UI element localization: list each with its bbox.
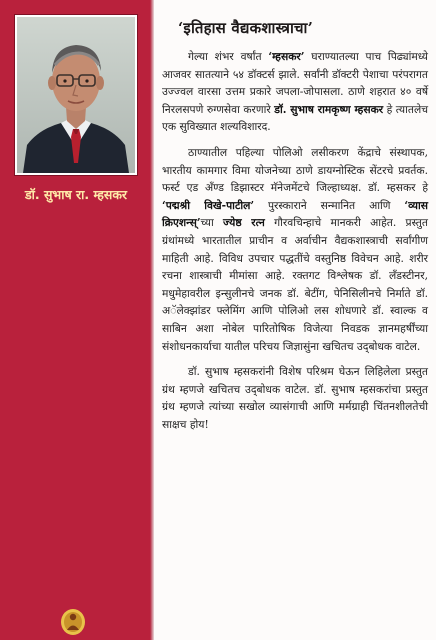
blurb-paragraph: [162, 144, 428, 355]
highlighted-phrase: ‘पद्मश्री विखे-पाटील’: [162, 198, 255, 212]
left-color-panel: [0, 0, 152, 640]
paragraph-text: घराण्यातल्या पाच पिढ्यांमध्ये आजवर सातत्याने ५४ डॉक्टर्स झाले. सर्वांनी डॉक्टरी पेशाचा परंपरागत उज्ज्वल वारसा उत्तम प्रकारे जपला-जोपासला. ठाणे शहरात ४० वर्षे निरलसपणे रुग्णसेवा करणारे: [162, 50, 428, 116]
blurb-paragraph: [162, 363, 428, 433]
blurb-paragraph: [162, 48, 428, 136]
paragraph-text: गौरवचिन्हाचे मानकरी आहेत. प्रस्तुत ग्रंथांमध्ये भारतातील प्राचीन व अर्वाचीन वैद्यकशास्त्राची सर्वांगीण माहिती आहे. विविध उपचार पद्धतींचे वस्तुनिष्ठ विवेचन आहे. शरीर रचना शास्त्राची मीमांसा आहे. रक्तगट विश्लेषक डॉ. लँडस्टीनर, मधुमेहावरील इन्सुलीनचे जनक डॉ. बेटींग, पेनिसिलीनचे निर्माते डॉ. अॅलेक्झांडर फ्लेमिंग आणि पोलिओ लस शोधणारे डॉ. स्वाल्क व साबिन अशा नोबेल पारितोषिक विजेत्या निवडक ज्ञानमहर्षींच्या संशोधनकार्याचा यातील परिचय जिज्ञासुंना खचितच उद्‌बोधक वाटेल.: [162, 216, 428, 353]
paragraph-text: पुरस्काराने सन्मानित आणि: [254, 198, 405, 212]
publisher-emblem-icon: [59, 606, 87, 636]
blurb-text: [162, 48, 428, 433]
paragraph-text: हे त्यातलेच एक सुविख्यात शल्यविशारद.: [162, 102, 428, 134]
highlighted-phrase: ज्येष्ठ रत्न: [223, 216, 265, 230]
highlighted-phrase: ‘म्हसकर’: [268, 50, 305, 63]
highlighted-phrase: डॉ. सुभाष रामकृष्ण म्हसकर: [274, 102, 384, 116]
author-photo: [14, 14, 138, 176]
author-name: डॉ. सुभाष रा. म्हसकर: [24, 187, 128, 202]
paragraph-text: च्या: [200, 216, 224, 230]
paragraph-text: गेल्या शंभर वर्षांत: [188, 50, 269, 63]
book-title: ‘इतिहास वैद्यकशास्त्राचा’: [178, 19, 314, 37]
blurb-column: [162, 14, 428, 634]
highlighted-phrase: ‘व्यास क्रिएशन्स्’: [162, 198, 428, 230]
paragraph-text: ठाण्यातील पहिल्या पोलिओ लसीकरण केंद्राचे संस्थापक, भारतीय कामगार विमा योजनेच्या ठाणे डायग्नोस्टिक सेंटरचे प्रवर्तक. फर्स्ट एड अँण्ड डिझास्टर मॅनेजमेंटचे जिल्हाध्यक्ष. डॉ. म्हसकर हे: [162, 145, 428, 195]
paragraph-text: डॉ. सुभाष म्हसकरांनी विशेष परिश्रम घेऊन लिहिलेला प्रस्तुत ग्रंथ म्हणजे खचितच उद्‌बोधक वाटेल. डॉ. सुभाष म्हसकरांचा प्रस्तुत ग्रंथ म्हणजे त्यांच्या सखोल व्यासंगाची आणि मर्मग्राही चिंतनशीलतेची साक्षच होय!: [162, 365, 428, 431]
